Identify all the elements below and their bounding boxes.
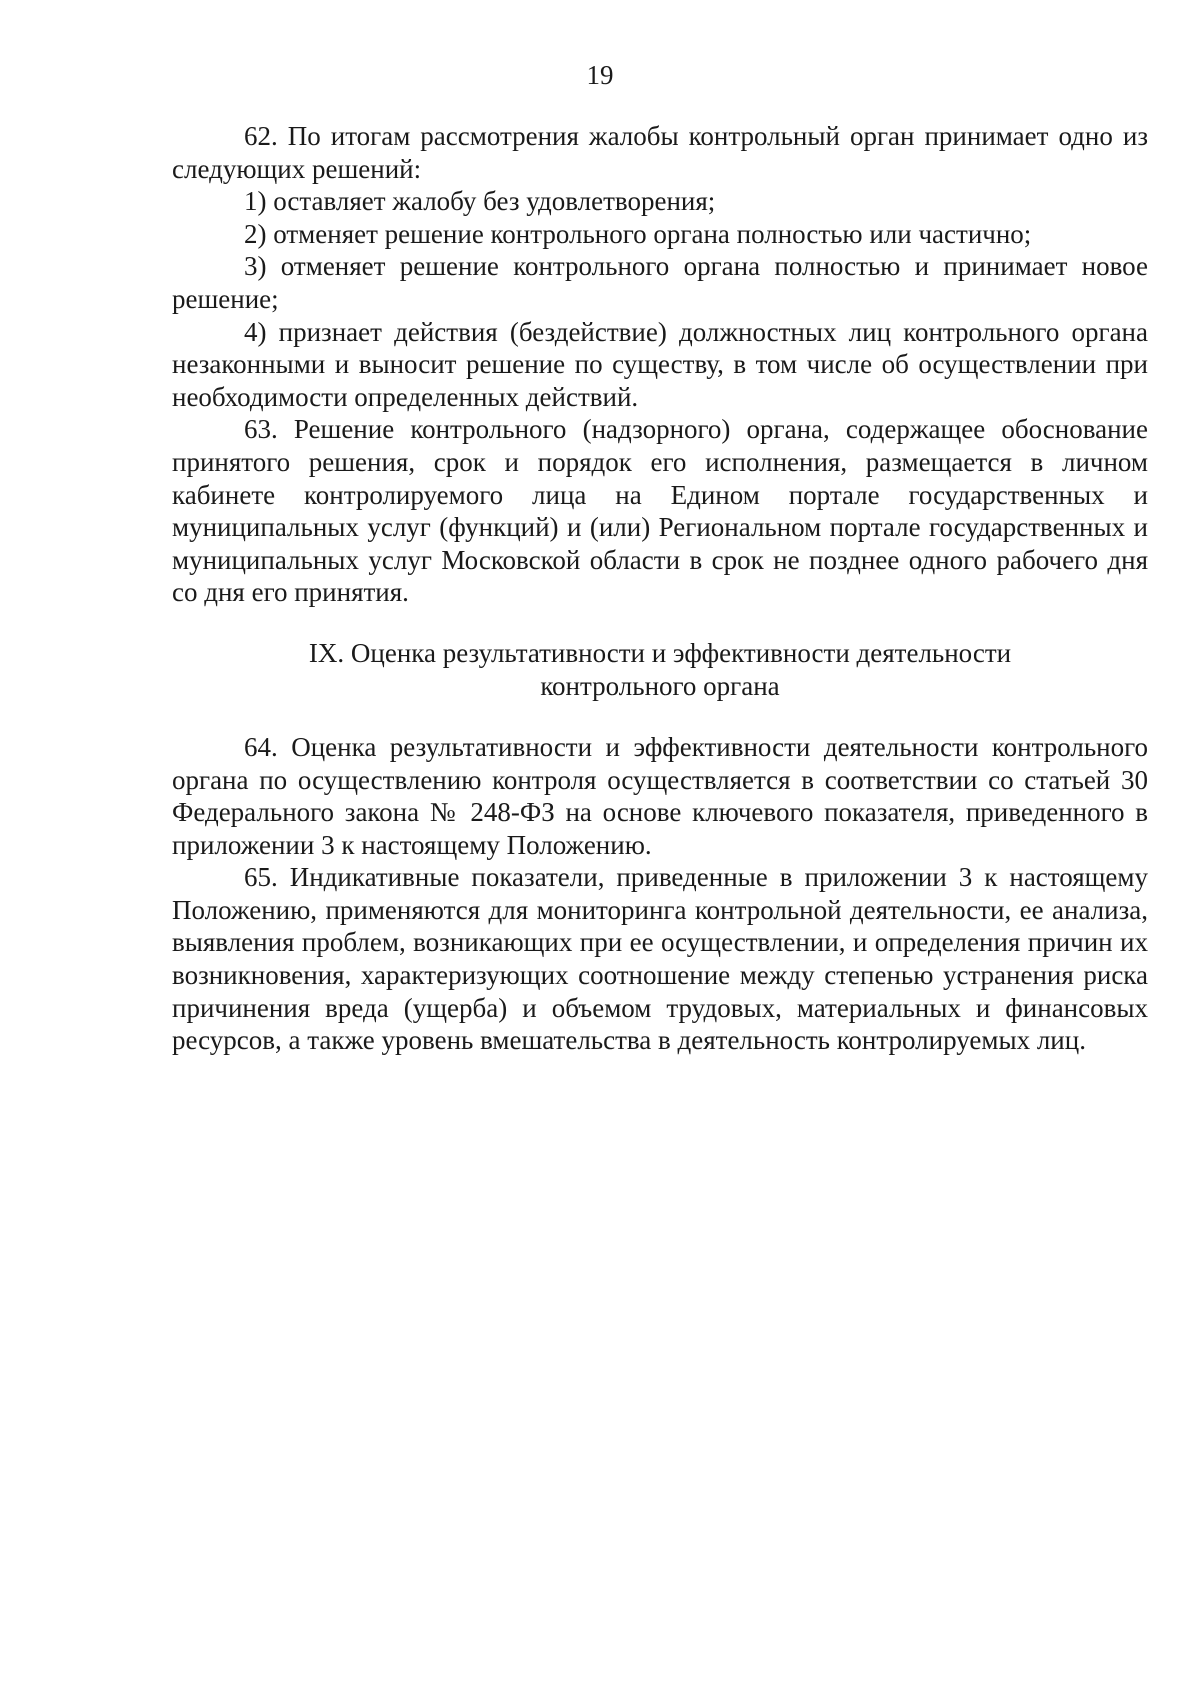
- document-body: [172, 120, 1148, 1057]
- paragraph-65: 65. Индикативные показатели, приведенные в приложении 3 к настоящему Положению, применяются для мониторинга контрольной деятельности, ее анализа, выявления проблем, возникающих при ее осуществлении, и определения причин их возникновения, характеризующих соотношение между степенью устранения риска причинения вреда (ущерба) и объемом трудовых, материальных и финансовых ресурсов, а также уровень вмешательства в деятельность контролируемых лиц.: [172, 862, 1148, 1056]
- section-heading-line-2: контрольного органа: [540, 670, 780, 701]
- list-item-3: 3) отменяет решение контрольного органа полностью и принимает новое решение;: [172, 251, 1148, 314]
- list-item-4: 4) признает действия (бездействие) должностных лиц контрольного органа незаконными и выносит решение по существу, в том числе об осуществлении при необходимости определенных действий.: [172, 316, 1148, 412]
- list-item-1: 1) оставляет жалобу без удовлетворения;: [244, 186, 716, 217]
- paragraph-63: 63. Решение контрольного (надзорного) органа, содержащее обоснование принятого решения, срок и порядок его исполнения, размещается в личном кабинете контролируемого лица на Едином портале государственных и муниципальных услуг (функций) и (или) Региональном портале государственных и муниципальных услуг Московской области в срок не позднее одного рабочего дня со дня его принятия.: [172, 414, 1148, 608]
- list-item-2: 2) отменяет решение контрольного органа полностью или частично;: [244, 218, 1032, 249]
- page-number: 19: [586, 60, 614, 90]
- section-heading-ix: [172, 637, 1148, 703]
- section-heading-line-1: IX. Оценка результативности и эффективности деятельности: [308, 637, 1012, 668]
- paragraph-64: 64. Оценка результативности и эффективности деятельности контрольного органа по осуществлению контроля осуществляется в соответствии со статьей 30 Федерального закона № 248-ФЗ на основе ключевого показателя, приведенного в приложении 3 к настоящему Положению.: [172, 731, 1148, 860]
- paragraph-62: 62. По итогам рассмотрения жалобы контрольный орган принимает одно из следующих решений:: [172, 121, 1148, 184]
